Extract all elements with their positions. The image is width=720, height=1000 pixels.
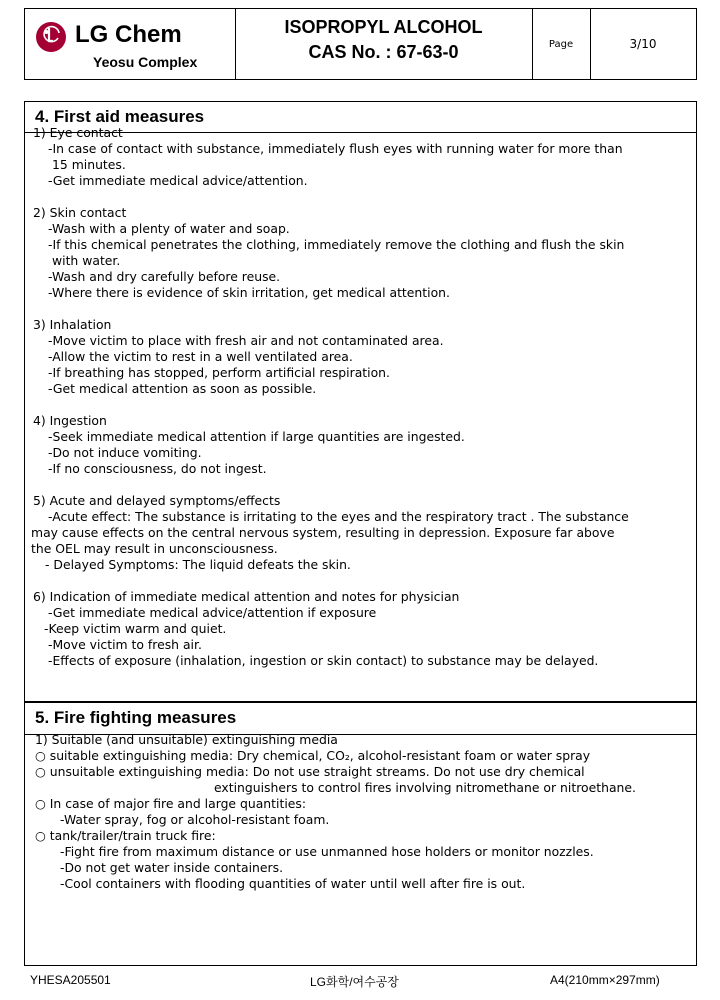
text-line: -Fight fire from maximum distance or use unmanned hose holders or monitor nozzles.	[60, 844, 594, 859]
text-line: 1) Eye contact	[33, 125, 123, 140]
text-line: extinguishers to control fires involving nitromethane or nitroethane.	[214, 780, 636, 795]
text-line: -If this chemical penetrates the clothing, immediately remove the clothing and flush the skin	[48, 237, 625, 252]
footer-doc-code: YHESA205501	[30, 973, 111, 987]
section-header	[25, 102, 696, 133]
text-line: -Effects of exposure (inhalation, ingestion or skin contact) to substance may be delayed.	[48, 653, 599, 668]
text-line: 1) Suitable (and unsuitable) extinguishing media	[35, 732, 338, 747]
text-line: -If no consciousness, do not ingest.	[48, 461, 267, 476]
text-line: ○ unsuitable extinguishing media: Do not use straight streams. Do not use dry chemical	[35, 764, 585, 779]
section-title: 4. First aid measures	[35, 107, 205, 126]
document-header	[24, 8, 697, 80]
page-label: Page	[548, 39, 574, 50]
text-line: -Move victim to place with fresh air and not contaminated area.	[48, 333, 444, 348]
text-line: with water.	[52, 253, 121, 268]
text-line: -Seek immediate medical attention if large quantities are ingested.	[48, 429, 465, 444]
text-line: -Acute effect: The substance is irritating to the eyes and the respiratory tract . The substance	[48, 509, 629, 524]
company-cell	[25, 9, 236, 79]
text-line: the OEL may result in unconsciousness.	[31, 541, 278, 556]
text-line: 5) Acute and delayed symptoms/effects	[33, 493, 281, 508]
text-line: -Keep victim warm and quiet.	[44, 621, 227, 636]
text-line: -Where there is evidence of skin irritation, get medical attention.	[48, 285, 450, 300]
text-line: -Move victim to fresh air.	[48, 637, 202, 652]
company-name: LG Chem	[75, 21, 182, 48]
product-cell	[235, 9, 533, 79]
section-fire-fighting	[24, 702, 697, 966]
section-first-aid	[24, 101, 697, 702]
text-line: -Get medical attention as soon as possible.	[48, 381, 317, 396]
text-line: 3) Inhalation	[33, 317, 112, 332]
text-line: -Wash with a plenty of water and soap.	[48, 221, 290, 236]
section-header	[25, 703, 696, 735]
text-line: - Delayed Symptoms: The liquid defeats the skin.	[45, 557, 351, 572]
page-label-cell	[532, 9, 591, 79]
text-line: -If breathing has stopped, perform artificial respiration.	[48, 365, 390, 380]
text-line: -In case of contact with substance, immediately flush eyes with running water for more than	[48, 141, 623, 156]
text-line: -Do not induce vomiting.	[48, 445, 202, 460]
text-line: ○ tank/trailer/train truck fire:	[35, 828, 216, 843]
footer-paper-size: A4(210mm×297mm)	[550, 973, 660, 987]
text-line: -Water spray, fog or alcohol-resistant foam.	[60, 812, 330, 827]
text-line: 15 minutes.	[52, 157, 126, 172]
text-line: -Do not get water inside containers.	[60, 860, 284, 875]
text-line: -Wash and dry carefully before reuse.	[48, 269, 281, 284]
footer-plant: LG화학/여수공장	[310, 975, 399, 989]
page-number-cell	[590, 9, 696, 79]
section-title: 5. Fire fighting measures	[35, 708, 237, 727]
text-line: 4) Ingestion	[33, 413, 107, 428]
text-line: 6) Indication of immediate medical attention and notes for physician	[33, 589, 460, 604]
site-name: Yeosu Complex	[93, 54, 198, 70]
text-line: -Allow the victim to rest in a well ventilated area.	[48, 349, 353, 364]
text-line: -Cool containers with flooding quantities of water until well after fire is out.	[60, 876, 526, 891]
text-line: -Get immediate medical advice/attention.	[48, 173, 308, 188]
text-line: -Get immediate medical advice/attention if exposure	[48, 605, 377, 620]
lg-logo-icon	[35, 21, 67, 53]
text-line: ○ In case of major fire and large quantities:	[35, 796, 307, 811]
text-line: ○ suitable extinguishing media: Dry chemical, CO₂, alcohol-resistant foam or water spray	[35, 748, 591, 763]
product-name: ISOPROPYL ALCOHOL	[284, 17, 483, 37]
page-number: 3/10	[629, 37, 657, 51]
text-line: 2) Skin contact	[33, 205, 127, 220]
text-line: may cause effects on the central nervous system, resulting in depression. Exposure far above	[31, 525, 615, 540]
cas-number: CAS No. : 67-63-0	[308, 42, 459, 62]
